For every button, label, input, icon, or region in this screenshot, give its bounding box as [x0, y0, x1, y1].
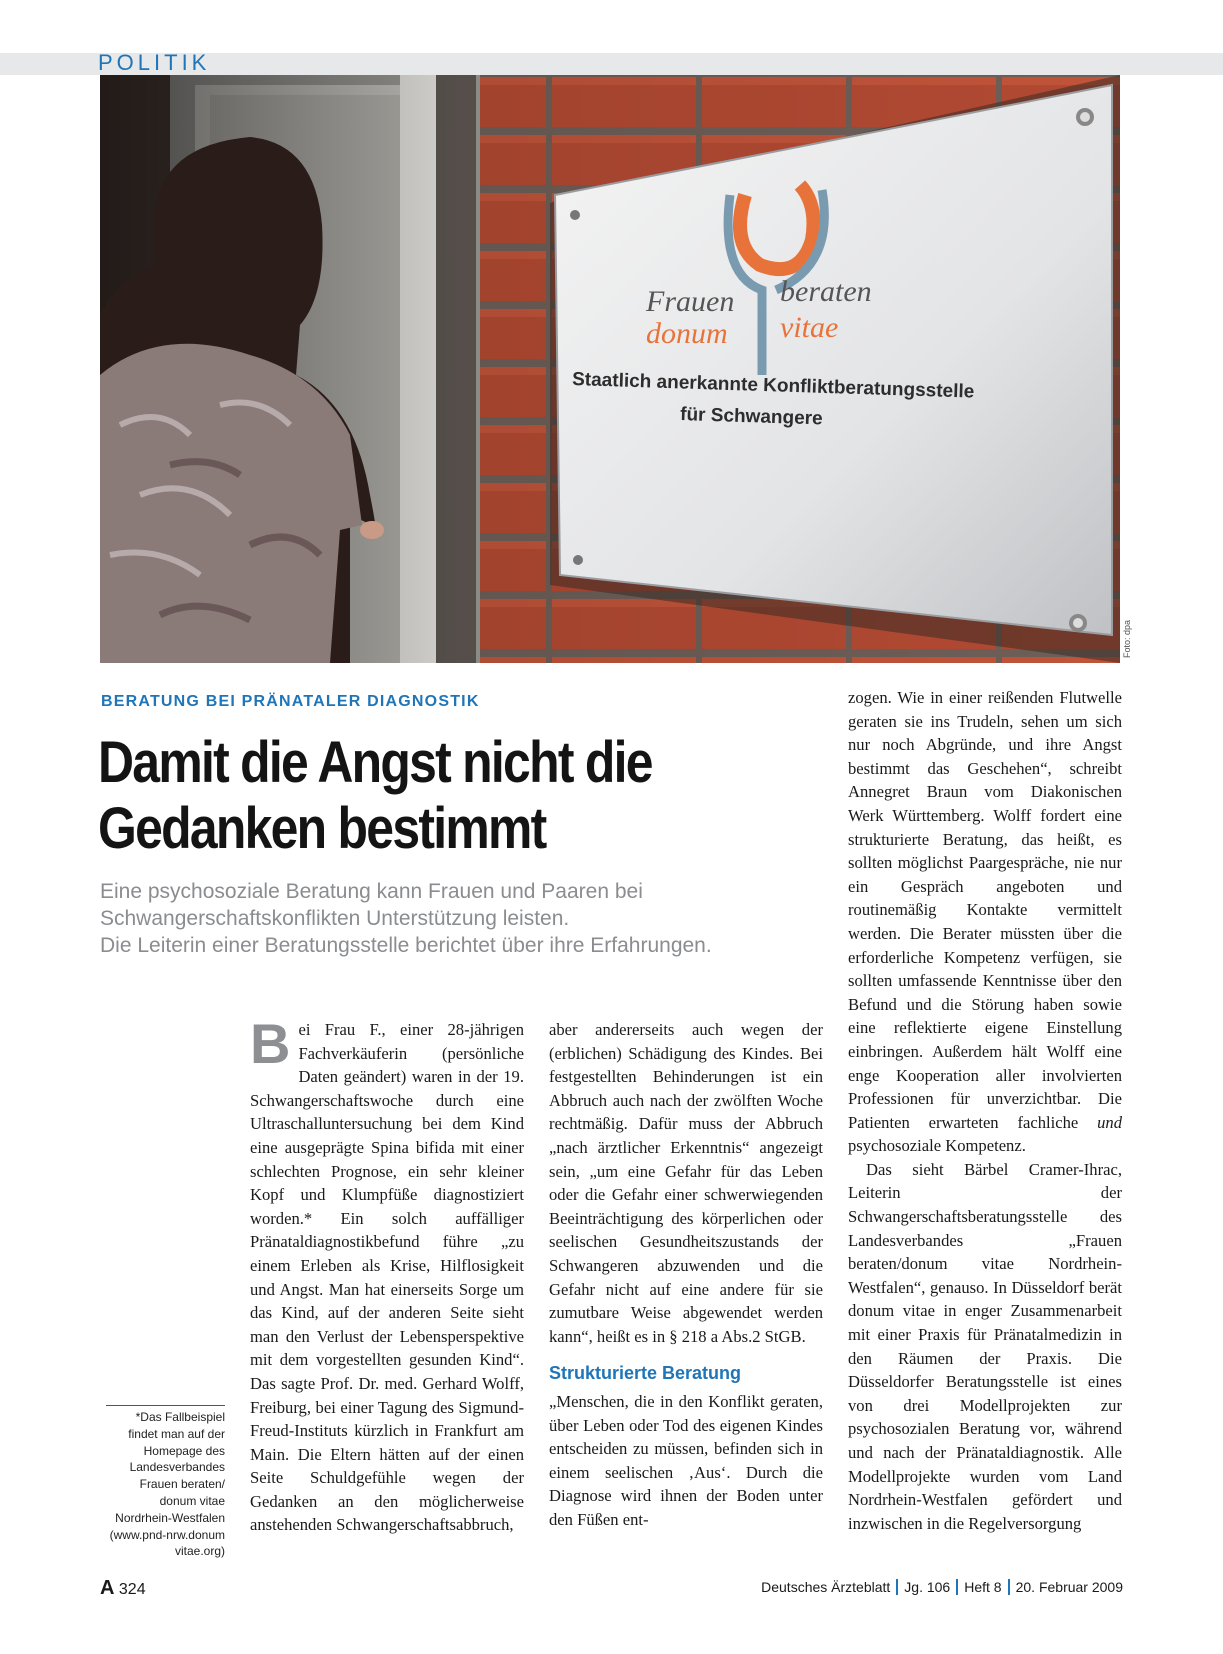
journal-issue: Heft 8 — [964, 1579, 1002, 1595]
article-column-3 — [848, 686, 1122, 1535]
standfirst-line-2: Schwangerschaftskonflikten Unterstützung leisten. — [100, 907, 570, 930]
column-2-text: aber andererseits auch wegen der (erblichen) Schädigung des Kindes. Bei festgestellten Behinderungen ist ein Abbruch auch nach der zwölften Woche rechtmäßig. Dafür muss der Abbruch „nach ärztlicher Erkenntnis“ angezeigt sein, „um eine Gefahr für das Leben oder die Gefahr einer schwerwiegenden Beeinträchtigung des körperlichen oder seelischen Gesundheitszustands der Schwangeren abzuwenden und die Gefahr nicht auf eine andere für sie zumutbare Weise abgewendet werden kann“, heißt es in § 218 a Abs.2 StGB. — [549, 1020, 823, 1346]
headline-line-2: Gedanken bestimmt — [98, 796, 546, 861]
footer-separator — [1008, 1579, 1010, 1595]
journal-date: 20. Februar 2009 — [1015, 1579, 1123, 1595]
sign-logo-donum: donum — [646, 317, 728, 350]
article-kicker: BERATUNG BEI PRÄNATALER DIAGNOSTIK — [101, 693, 480, 710]
sign-logo-vitae: vitae — [780, 311, 839, 344]
sign-logo-beraten: beraten — [780, 275, 872, 308]
footnote: *Das Fallbeispiel findet man auf der Homepage des Landesverbandes Frauen beraten/ donum vitae Nordrhein-Westfalen (www.pnd-nrw.donum vitae.org) — [106, 1405, 225, 1560]
column-3-paragraph-1 — [848, 686, 1122, 1158]
footer-separator — [956, 1579, 958, 1595]
standfirst-line-3: Die Leiterin einer Beratungsstelle berichtet über ihre Erfahrungen. — [100, 934, 712, 957]
column-2-text-b: „Menschen, die in den Konflikt geraten, über Leben oder Tod des eigenen Kindes entscheiden zu müssen, befinden sich in einem seelischen ‚Aus‘. Durch die Diagnose wird ihnen der Boden unter den Füßen ent- — [549, 1391, 823, 1529]
sign-line1: Staatlich anerkannte Konfliktberatungsstelle — [571, 369, 975, 403]
column-3-paragraph-2: Das sieht Bärbel Cramer-Ihrac, Leiterin der Schwangerschaftsberatungsstelle des Landesverbandes „Frauen beraten/donum vitae Nordrhein-Westfalen“, genauso. In Düsseldorf berät donum vitae in enger Zusammenarbeit mit einer Praxis für Pränatalmedizin in den Räumen der Praxis. Die Düsseldorfer Beratungsstelle ist eines von drei Modellprojekten zur psychosozialen Beratung vor, während und nach der Pränataldiagnostik. Alle Modellprojekte wurden vom Land Nordrhein-Westfalen gefördert und inzwischen in die Regelversorgung — [848, 1159, 1122, 1533]
journal-footer — [761, 1579, 1123, 1595]
column-3-text-a: zogen. Wie in einer reißenden Flutwelle geraten sie ins Trudeln, sehen um sich nur noch Abgründe, und ihre Angst bestimmt das Geschehen“, schreibt Annegret Braun vom Diakonischen Werk Württemberg. Wolff fordert eine strukturierte Beratung, das heißt, es sollten möglichst Paargespräche, nie nur ein Gespräch angeboten und routinemäßig Kontakte vermittelt werden. Die Berater müssten über die erforderliche Kompetenz verfügen, sie sollten umfassende Kenntnisse über den Befund und die Störung haben sowie eine reflektierte eigene Einstellung einbringen. Außerdem hält Wolff eine enge Kooperation aller involvierten Professionen für unverzichtbar. Die Patienten erwarteten fachliche — [848, 688, 1122, 1132]
section-label: POLITIK — [98, 50, 211, 75]
article-headline — [98, 730, 683, 862]
drop-cap: B — [250, 1012, 291, 1075]
article-column-2 — [549, 1018, 823, 1531]
column-1-text: ei Frau F., einer 28-jährigen Fachverkäuferin (persönliche Daten geändert) waren in der 19. Schwangerschaftswoche durch eine Ultraschalluntersuchung bei dem Kind eine ausgeprägte Spina bifida mit einer schlechten Prognose, ein sehr kleiner Kopf und Klumpfüße diagnostiziert worden.* Ein solch auffälliger Pränataldiagnostikbefund führe „zu einem Erleben als Krise, Hilflosigkeit und Angst. Man hat einerseits Sorge um das Kind, auf der anderen Seite sieht man den Verlust der Lebensperspektive mit dem vorgestellten gesunden Kind“. Das sagte Prof. Dr. med. Gerhard Wolff, Freiburg, bei einer Tagung des Sigmund-Freud-Instituts kürzlich in Frankfurt am Main. Die Eltern hätten auf der einen Seite Schuldgefühle wegen der Gedanken an den möglicherweise anstehenden Schwangerschaftsabbruch, — [250, 1020, 524, 1535]
sign-logo-frauen: Frauen — [646, 285, 735, 318]
column-3-text-a2: psychosoziale Kompetenz. — [848, 1136, 1026, 1156]
page-number — [100, 1577, 146, 1600]
page-number-value: 324 — [118, 1581, 146, 1598]
column-3-italic: und — [1097, 1112, 1123, 1132]
footer-separator — [896, 1579, 898, 1595]
journal-volume: Jg. 106 — [904, 1579, 951, 1595]
article-photo — [100, 75, 1120, 663]
journal-name: Deutsches Ärzteblatt — [761, 1579, 891, 1595]
article-standfirst — [100, 878, 800, 959]
article-column-1 — [250, 1012, 524, 1537]
standfirst-line-1: Eine psychosoziale Beratung kann Frauen und Paaren bei — [100, 880, 643, 903]
photo-credit: Foto: dpa — [1122, 620, 1132, 659]
page-letter: A — [100, 1577, 115, 1599]
subheading: Strukturierte Beratung — [549, 1363, 742, 1384]
photo-illustration — [100, 75, 1120, 663]
headline-line-1: Damit die Angst nicht die — [98, 730, 652, 795]
sign-line2: für Schwangere — [679, 404, 823, 430]
